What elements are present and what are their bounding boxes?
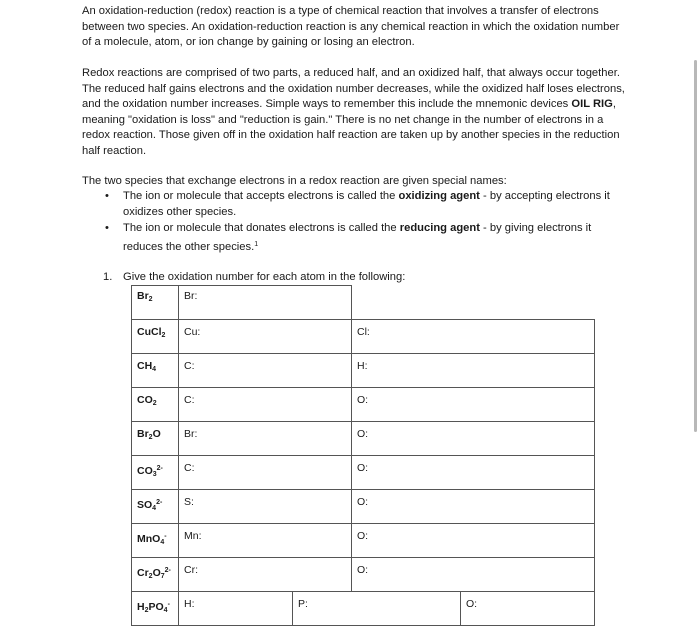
vertical-scrollbar[interactable] (694, 60, 697, 432)
bullet-text: - by accepting electrons it oxidizes other species. (123, 190, 610, 218)
table-row (132, 286, 595, 320)
answer-cell[interactable] (352, 388, 595, 422)
question-text: Give the oxidation number for each atom in the following: (123, 271, 406, 283)
atom-label: S: (184, 496, 194, 508)
formula-cell: $Br_2$ (132, 286, 179, 320)
table-row (132, 456, 595, 490)
bullet-bold-term: reducing agent (399, 222, 480, 234)
atom-label: Cu: (184, 326, 201, 338)
atom-label: O: (357, 530, 369, 542)
oxidation-number-table (131, 285, 595, 626)
atom-label: Br: (184, 290, 198, 302)
atom-label: Cl: (357, 326, 370, 338)
table-row (132, 354, 595, 388)
atom-label: C: (184, 394, 195, 406)
formula-cell: CuCl$_2$ (132, 320, 179, 354)
atom-label: H: (357, 360, 368, 372)
atom-label: P: (298, 598, 308, 610)
question-1 (103, 270, 405, 285)
answer-cell[interactable] (179, 320, 352, 354)
bullet-text: The ion or molecule that accepts electrons is called the (123, 190, 399, 202)
atom-label: Br: (184, 428, 198, 440)
bullet-text: The ion or molecule that donates electrons is called the (123, 222, 400, 234)
table-row (132, 422, 595, 456)
p2-text-end: , meaning "oxidation is loss" and "reduction is gain." There is no net change in the number of electrons in a redox reaction. Those given off in the oxidation half reaction are taken up by another species in the reduction half reaction. (82, 98, 620, 157)
answer-cell[interactable] (352, 354, 595, 388)
bullet-text: - by giving electrons it reduces the other species. (123, 222, 592, 253)
formula-cell: $SO_4^{2-}$ (132, 490, 179, 524)
answer-cell[interactable] (179, 558, 352, 592)
oil-rig-mnemonic: OIL RIG (571, 98, 613, 110)
answer-cell[interactable] (179, 456, 352, 490)
question-number: 1. (103, 271, 113, 283)
table-row (132, 388, 595, 422)
answer-cell[interactable] (352, 558, 595, 592)
answer-cell[interactable] (179, 354, 352, 388)
table-row (132, 320, 595, 354)
formula-cell: $CO_2$ (132, 388, 179, 422)
answer-cell[interactable] (179, 592, 293, 626)
formula-cell: $CO_3^{2-}$ (132, 456, 179, 490)
atom-label: C: (184, 360, 195, 372)
redox-halves-paragraph (82, 66, 627, 159)
list-item-oxidizing-agent (82, 189, 627, 220)
atom-label: O: (466, 598, 478, 610)
table-row (132, 490, 595, 524)
answer-cell[interactable] (352, 524, 595, 558)
answer-cell[interactable] (352, 422, 595, 456)
answer-cell[interactable] (179, 422, 352, 456)
list-item-reducing-agent (82, 221, 627, 255)
atom-label: O: (357, 428, 369, 440)
formula-cell: $Br_2O$ (132, 422, 179, 456)
table-row (132, 524, 595, 558)
atom-label: C: (184, 462, 195, 474)
bullet-icon: • (105, 190, 109, 202)
table-row (132, 558, 595, 592)
atom-label: O: (357, 496, 369, 508)
atom-label: Cr: (184, 564, 198, 576)
footnote-marker: 1 (254, 240, 259, 248)
answer-cell[interactable] (179, 524, 352, 558)
answer-cell[interactable] (352, 490, 595, 524)
bullet-bold-term: oxidizing agent (398, 190, 480, 202)
table-row (132, 592, 595, 626)
bullet-icon: • (105, 222, 109, 234)
p2-text-start: Redox reactions are comprised of two parts, a reduced half, and an oxidized half, that always occur together. The reduced half gains electrons and the oxidation number decreases, while the oxidized half loses electrons, and the oxidation number increases. Simple ways to remember this include the mnemonic devices (82, 67, 625, 110)
agents-list (82, 189, 627, 256)
atom-label: O: (357, 462, 369, 474)
answer-cell[interactable] (179, 490, 352, 524)
atom-label: Mn: (184, 530, 202, 542)
answer-cell[interactable] (293, 592, 461, 626)
atom-label: H: (184, 598, 195, 610)
formula-cell: $H_2PO_4^-$ (132, 592, 179, 626)
formula-cell: MnO$_4$- (132, 524, 179, 558)
answer-cell[interactable] (461, 592, 595, 626)
atom-label: O: (357, 564, 369, 576)
atom-label: O: (357, 394, 369, 406)
formula-cell: $CH_4$ (132, 354, 179, 388)
agents-intro-paragraph: The two species that exchange electrons in a redox reaction are given special names: (82, 175, 507, 187)
answer-cell[interactable] (352, 456, 595, 490)
intro-paragraph: An oxidation-reduction (redox) reaction is a type of chemical reaction that involves a transfer of electrons between two species. An oxidation-reduction reaction is any chemical reaction in which the oxidation number of a molecule, atom, or ion change by gaining or losing an electron. (82, 5, 620, 48)
answer-cell[interactable] (179, 286, 352, 320)
answer-cell[interactable] (352, 320, 595, 354)
formula-cell: $Cr_2O_7^{2-}$ (132, 558, 179, 592)
answer-cell[interactable] (179, 388, 352, 422)
